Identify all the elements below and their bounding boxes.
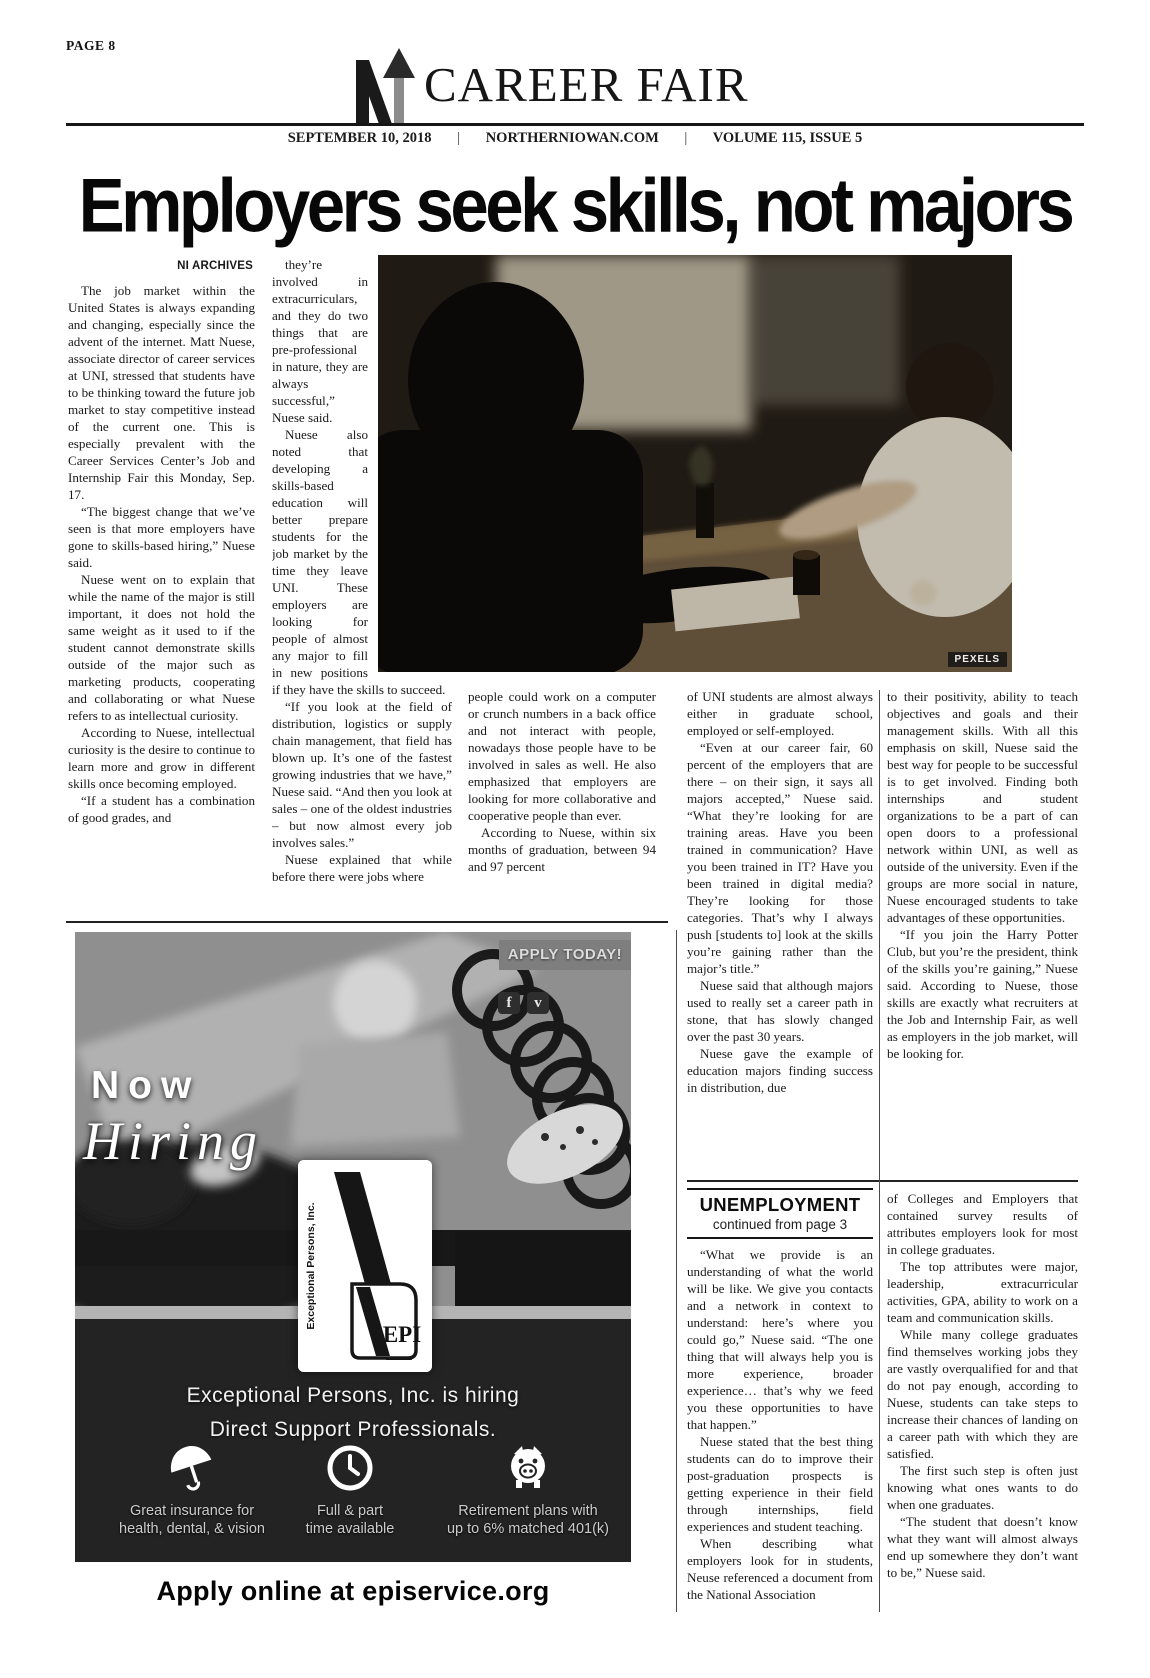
epi-logo-card [298, 1160, 432, 1372]
paragraph: Nuese said that although majors used to really set a career path in stone, that has slowly changed over the past 30 years. [687, 978, 873, 1044]
unemployment-header [687, 1188, 873, 1239]
benefit-line: Full & part [316, 1503, 384, 1519]
paragraph: “The biggest change that we’ve seen is that more employers have gone to skills-based hiring,” Nuese said. [68, 504, 255, 570]
paragraph: they’re involved in extracurriculars, and they do two things that are pre-professional in nature, they are always successful,” Nuese said. [272, 257, 368, 425]
benefit-line: Retirement plans with [458, 1503, 598, 1519]
dateline [66, 130, 1084, 147]
paragraph: The top attributes were major, leadership, extracurricular activities, GPA, ability to work on a team and communication skills. [887, 1259, 1078, 1325]
paragraph: Nuese went on to explain that while the name of the major is still important, it does not hold the same weight as it used to if the student cannot demonstrate skills outside of the major such as marketing products, cooperating and collaborating or what Nuese refers to as intellectual curiosity. [68, 572, 255, 723]
paragraph: Nuese stated that the best thing students can do to improve their post-graduation prospects is getting experience in their field through internships, field experiences and student teaching. [687, 1434, 873, 1534]
article-column-4 [687, 688, 873, 1178]
paragraph: According to Nuese, intellectual curiosity is the desire to continue to learn more and grow in different skills once becoming employed. [68, 725, 255, 791]
paragraph: The job market within the United States is always expanding and changing, especially since the advent of the internet. Matt Nuese, associate director of career services at UNI, stressed that students have to be thinking toward the future job market to stay competitive instead of the current one. This is especially prevalent with the Career Services Center’s Job and Internship Fair this Monday, Sep. 17. [68, 283, 255, 502]
article-column-5 [887, 688, 1078, 1178]
benefit-hours [275, 1440, 425, 1538]
hiring-text: Hiring [83, 1111, 264, 1171]
epi-advertisement[interactable] [75, 932, 631, 1562]
paragraph: “If you look at the field of distribution, logistics or supply chain management, that field has blown up. It’s one of the fastest growing industries that we have,” Nuese said. “And then you look at sales – one of the oldest industries – but now almost every job involves sales.” [272, 699, 452, 850]
paragraph: “If a student has a combination of good grades, and [68, 793, 255, 825]
apply-today-banner[interactable]: APPLY TODAY! [499, 940, 631, 970]
epi-logo-icon [298, 1160, 432, 1372]
paragraph: “If you join the Harry Potter Club, but you’re the president, think of the skills you’re gaining,” Nuese said. According to Nuese, those skills are exactly what recruiters at the Job and Internship Fair, as well as employers in the job market, will be looking for. [887, 927, 1078, 1061]
unemployment-column-left [687, 1246, 873, 1614]
dateline-separator: | [684, 130, 688, 146]
article-photo [378, 255, 1012, 672]
article-column-2 [272, 256, 452, 918]
article-column-1 [68, 256, 255, 918]
epi-vertical-text: Exceptional Persons, Inc. [305, 1202, 317, 1330]
article-column-3 [468, 688, 656, 922]
apply-online-text: Apply online at episervice.org [156, 1576, 550, 1606]
paragraph: “What we provide is an understanding of what the world will be like. We give you contacts and a network in context to understand: here’s where you could go,” Nuese said. “The one thing that will always help you is more experience, broader experience… that’s why we feed you these opportunities to have that happen.” [687, 1247, 873, 1432]
paragraph: of Colleges and Employers that contained survey results of attributes employers look for most in college graduates. [887, 1191, 1078, 1257]
northern-iowan-logo [354, 48, 418, 124]
column-rule-right [879, 690, 880, 1612]
unemployment-subtitle: continued from page 3 [712, 1217, 848, 1232]
facebook-icon[interactable]: f [498, 992, 520, 1014]
paragraph: to their positivity, ability to teach objectives and goals and their management skills. With all this emphasis on skill, Nuese said the best way for people to be successful is to get involved. Finding both internships and student organizations to be a part of can open doors to a professional network within UNI, as well as outside of the university. Even if the groups are more social in nature, Nuese encouraged students to take advantages of these opportunities. [887, 689, 1078, 925]
unemployment-title: UNEMPLOYMENT [699, 1194, 861, 1215]
column-rule-left [676, 930, 677, 1612]
paragraph: While many college graduates find themselves working jobs they are vastly overqualified for and that do not pay enough, according to Nuese, students can take steps to increase their chances of landing on a career path with which they are satisfied. [887, 1327, 1078, 1461]
photo-credit: PEXELS [948, 652, 1007, 667]
section-divider-rule [687, 1180, 1078, 1182]
piggy-bank-icon [435, 1440, 621, 1496]
paragraph: people could work on a computer or crunch numbers in a back office and not interact with people, nowadays those people have to be involved in sales as well. He also emphasized that employers are looking for more collaborative and cooperative people than ever. [468, 689, 656, 823]
ad-headline-1: Exceptional Persons, Inc. is hiring [186, 1384, 520, 1407]
benefit-retirement [435, 1440, 621, 1538]
article-headline: Employers seek skills, not majors [78, 163, 1072, 249]
benefit-line: up to 6% matched 401(k) [446, 1521, 609, 1537]
header-rule-bottom [687, 1237, 873, 1239]
vimeo-icon[interactable]: v [527, 992, 549, 1014]
paragraph: of UNI students are almost always either in graduate school, employed or self-employed. [687, 689, 873, 738]
dateline-date: SEPTEMBER 10, 2018 [287, 130, 432, 146]
benefit-insurance [107, 1440, 277, 1538]
now-text: Now [91, 1064, 201, 1107]
masthead-rule [66, 123, 1084, 126]
section-title: CAREER FAIR [424, 57, 749, 112]
dateline-site: NORTHERNIOWAN.COM [485, 130, 659, 146]
paragraph: “Even at our career fair, 60 percent of the employers that are there – on their sign, it says all majors accepted,” Nuese said. “What they’re looking for are training areas. Have you been trained in communication? Have you been trained in IT? Have you been trained in digital media? They’re looking for those categories. That’s why I always push [students to] look at the skills you’re gaining rather than the major’s title.” [687, 740, 873, 976]
paragraph: According to Nuese, within six months of graduation, between 94 and 97 percent [468, 825, 656, 874]
benefit-line: health, dental, & vision [119, 1521, 265, 1537]
dateline-separator: | [457, 130, 461, 146]
clock-icon [275, 1440, 425, 1496]
paragraph: The first such step is often just knowing what ones wants to do when one graduates. [887, 1463, 1078, 1512]
ad-headline-2: Direct Support Professionals. [209, 1418, 497, 1441]
epi-text: EPI [382, 1322, 422, 1347]
paragraph: Nuese gave the example of education majors finding success in distribution, due [687, 1046, 873, 1095]
paragraph: When describing what employers look for in students, Neuse referenced a document from the National Association [687, 1536, 873, 1602]
ni-arrow-logo-icon [354, 48, 418, 124]
paragraph: Nuese also noted that developing a skills-based education will better prepare students for the job market by the time they leave UNI. These employers are looking for people of almost any major to fill in new positions if they have the skills to succeed. [272, 427, 446, 697]
unemployment-column-right [887, 1190, 1078, 1622]
byline: NI ARCHIVES [177, 260, 253, 272]
umbrella-icon [107, 1440, 277, 1496]
benefit-line: time available [305, 1521, 395, 1537]
paragraph: “The student that doesn’t know what they want will almost always end up somewhere they don’t want to be,” Nuese said. [887, 1514, 1078, 1580]
page-number: PAGE 8 [66, 38, 116, 53]
photo-wrap-spacer [368, 256, 452, 680]
article-bottom-rule [66, 921, 668, 923]
paragraph: Nuese explained that while before there were jobs where [272, 852, 452, 884]
meeting-photo-illustration [378, 255, 1012, 672]
dateline-volume: VOLUME 115, ISSUE 5 [712, 130, 863, 146]
benefit-line: Great insurance for [129, 1503, 255, 1519]
